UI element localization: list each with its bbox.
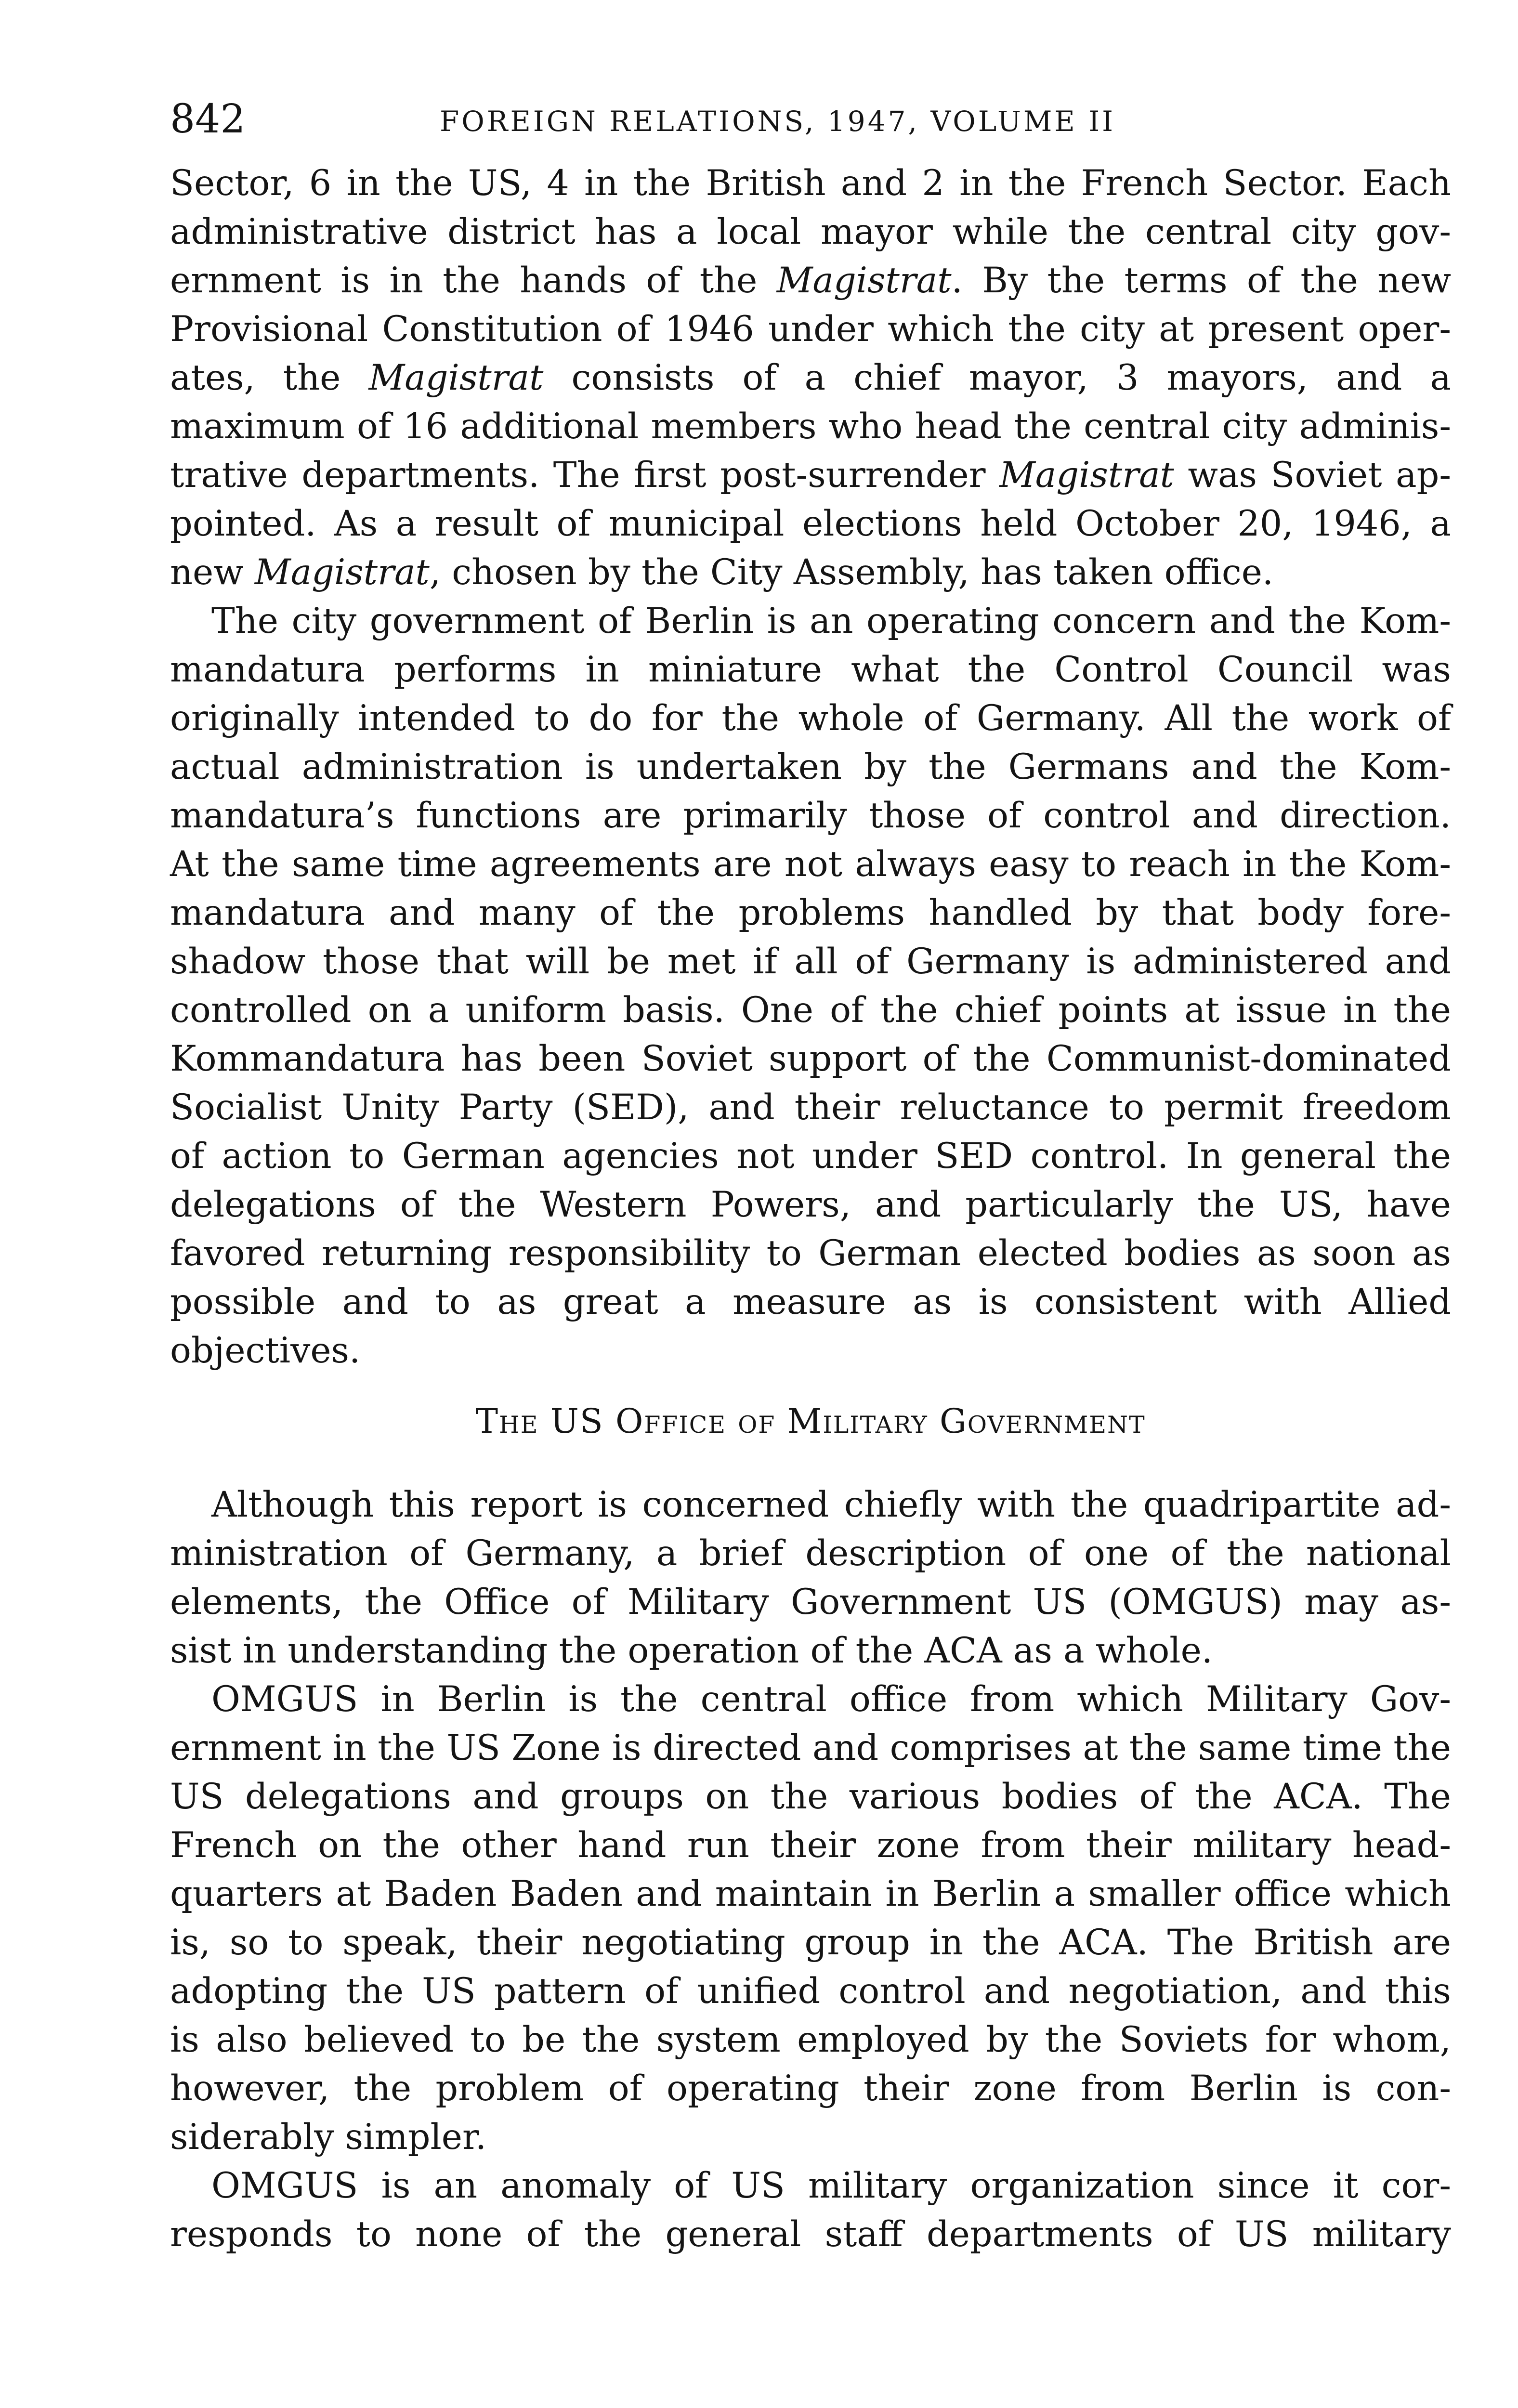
text-line: The city government of Berlin is an operating concern and the Kom- <box>211 601 1451 641</box>
text-line: quarters at Baden Baden and maintain in Berlin a smaller office which <box>170 1873 1451 1914</box>
text-line: maximum of 16 additional members who head the central city adminis- <box>170 406 1451 447</box>
paragraph-kommandatura <box>170 597 1451 1375</box>
text-line: administrative district has a local mayor while the central city gov- <box>170 211 1451 252</box>
text-line: adopting the US pattern of unified control and negotiation, and this <box>170 1971 1451 2012</box>
text-line: however, the problem of operating their zone from Berlin is con- <box>170 2068 1451 2109</box>
section-heading: The US Office of Military Government <box>475 1401 1146 1441</box>
text-line: Socialist Unity Party (SED), and their reluctance to permit freedom <box>170 1087 1451 1128</box>
text-line: objectives. <box>170 1330 361 1371</box>
text-line: ernment is in the hands of the Magistrat. By the terms of the new <box>170 260 1451 301</box>
document-page <box>170 96 1451 2259</box>
text-line: elements, the Office of Military Government US (OMGUS) may as- <box>170 1582 1451 1623</box>
text-line: ates, the Magistrat consists of a chief mayor, 3 mayors, and a <box>170 357 1451 398</box>
text-line: OMGUS in Berlin is the central office from which Military Gov- <box>211 1679 1451 1720</box>
text-line: mandatura’s functions are primarily those of control and direction. <box>170 795 1451 836</box>
text-line: is, so to speak, their negotiating group in the ACA. The British are <box>170 1922 1451 1963</box>
text-line: sist in understanding the operation of the ACA as a whole. <box>170 1630 1213 1671</box>
paragraph-omgus-anomaly <box>170 2161 1451 2259</box>
text-line: controlled on a uniform basis. One of the chief points at issue in the <box>170 990 1451 1031</box>
text-line: trative departments. The first post-surrender Magistrat was Soviet ap- <box>170 455 1451 496</box>
paragraph-omgus-intro <box>170 1480 1451 1675</box>
text-line: new Magistrat, chosen by the City Assembly, has taken office. <box>170 552 1274 593</box>
text-line: ministration of Germany, a brief description of one of the national <box>170 1533 1451 1574</box>
paragraph-berlin-districts <box>170 159 1451 597</box>
text-line: siderably simpler. <box>170 2117 487 2158</box>
text-line: Kommandatura has been Soviet support of the Communist-dominated <box>170 1038 1451 1079</box>
text-line: originally intended to do for the whole of Germany. All the work of <box>170 698 1451 739</box>
text-line: delegations of the Western Powers, and particularly the US, have <box>170 1184 1451 1225</box>
text-line: shadow those that will be met if all of Germany is administered and <box>170 941 1451 982</box>
text-line: is also believed to be the system employed by the Soviets for whom, <box>170 2019 1451 2060</box>
paragraph-omgus-berlin <box>170 1675 1451 2161</box>
text-line: US delegations and groups on the various bodies of the ACA. The <box>170 1776 1451 1817</box>
text-line: pointed. As a result of municipal elections held October 20, 1946, a <box>170 503 1451 544</box>
text-line: possible and to as great a measure as is consistent with Allied <box>170 1282 1451 1322</box>
text-line: French on the other hand run their zone from their military head- <box>170 1825 1451 1866</box>
text-line: mandatura and many of the problems handled by that body fore- <box>170 892 1451 933</box>
text-line: Sector, 6 in the US, 4 in the British and 2 in the French Sector. Each <box>170 163 1451 204</box>
page-number: 842 <box>170 96 246 142</box>
text-line: ernment in the US Zone is directed and comprises at the same time the <box>170 1727 1451 1768</box>
text-line: Provisional Constitution of 1946 under which the city at present oper- <box>170 309 1451 350</box>
text-line: OMGUS is an anomaly of US military organization since it cor- <box>211 2165 1451 2206</box>
text-line: of action to German agencies not under SED control. In general the <box>170 1136 1451 1177</box>
text-line: mandatura performs in miniature what the Control Council was <box>170 649 1451 690</box>
running-header <box>170 96 1451 159</box>
text-line: At the same time agreements are not always easy to reach in the Kom- <box>170 844 1451 885</box>
text-line: actual administration is undertaken by the Germans and the Kom- <box>170 746 1451 787</box>
text-line: responds to none of the general staff departments of US military <box>170 2214 1451 2255</box>
text-line: favored returning responsibility to German elected bodies as soon as <box>170 1233 1451 1274</box>
running-title: FOREIGN RELATIONS, 1947, VOLUME II <box>440 105 1116 138</box>
text-line: Although this report is concerned chiefly with the quadripartite ad- <box>211 1484 1451 1525</box>
